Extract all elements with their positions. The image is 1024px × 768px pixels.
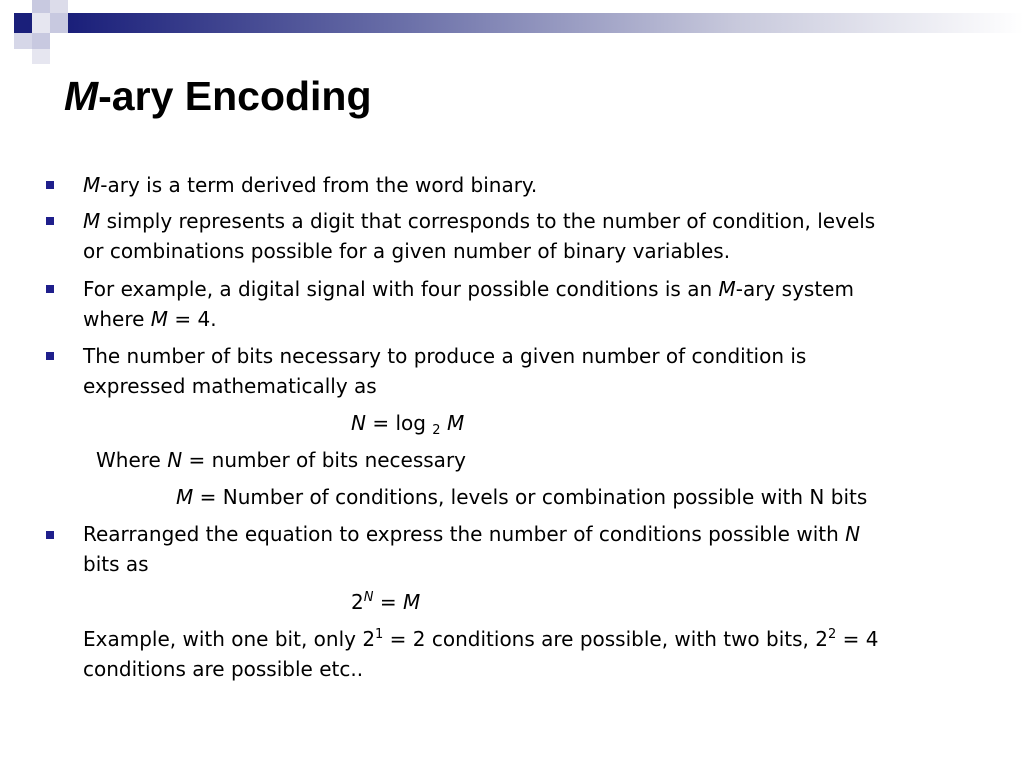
bullet-4-line-1: The number of bits necessary to produce a given number of condition is — [83, 344, 807, 368]
text: = number of bits necessary — [182, 448, 466, 472]
equation-power — [351, 587, 420, 617]
bullet-4-line-2: expressed mathematically as — [83, 374, 377, 398]
title-variable: M — [64, 73, 99, 119]
bullet-icon — [46, 285, 54, 293]
bullet-3-line-1 — [83, 274, 854, 304]
bullet-icon — [46, 352, 54, 360]
variable: N — [167, 448, 183, 472]
variable: N — [845, 522, 861, 546]
superscript: 1 — [375, 627, 384, 642]
equation-rhs: M — [402, 590, 421, 614]
bullet-icon — [46, 531, 54, 539]
variable: M — [718, 277, 736, 301]
text: = 4. — [168, 307, 217, 331]
power-exponent: N — [363, 590, 374, 605]
text: = 2 conditions are possible, with two bits, 2 — [383, 627, 828, 651]
text: Example, with one bit, only 2 — [83, 627, 376, 651]
superscript: 2 — [827, 627, 837, 642]
text: where — [83, 307, 151, 331]
bullet-icon — [46, 181, 54, 189]
text: = 4 — [836, 627, 879, 651]
variable: M — [176, 485, 194, 509]
variable: M — [83, 209, 101, 233]
equation-rhs: M — [446, 411, 465, 435]
bullet-2-line-1 — [83, 206, 875, 236]
equation-log — [351, 408, 464, 438]
text: Where — [96, 448, 168, 472]
text: Rearranged the equation to express the number of conditions possible with — [83, 522, 846, 546]
variable: M — [83, 173, 101, 197]
equation-op: = — [373, 590, 403, 614]
example-line-2: conditions are possible etc.. — [83, 657, 364, 681]
bullet-5-line-1 — [83, 519, 860, 549]
bullet-icon — [46, 217, 54, 225]
power-base: 2 — [351, 590, 364, 614]
where-m-line — [176, 482, 867, 512]
text: simply represents a digit that corresponds to the number of condition, levels — [100, 209, 876, 233]
example-line-1 — [83, 624, 878, 654]
text: For example, a digital signal with four possible conditions is an — [83, 277, 719, 301]
equation-op: = log — [365, 411, 433, 435]
bullet-5-line-2: bits as — [83, 552, 149, 576]
where-n-line — [96, 445, 466, 475]
text: = Number of conditions, levels or combination possible with N bits — [193, 485, 868, 509]
text: -ary system — [735, 277, 854, 301]
title-text: -ary Encoding — [98, 73, 372, 119]
bullet-2-line-2: or combinations possible for a given number of binary variables. — [83, 239, 731, 263]
bullet-3-line-2 — [83, 304, 217, 334]
equation-lhs: N — [351, 411, 366, 435]
bullet-1 — [83, 170, 537, 200]
variable: M — [150, 307, 169, 331]
log-base: 2 — [432, 423, 441, 438]
text: -ary is a term derived from the word binary. — [100, 173, 538, 197]
